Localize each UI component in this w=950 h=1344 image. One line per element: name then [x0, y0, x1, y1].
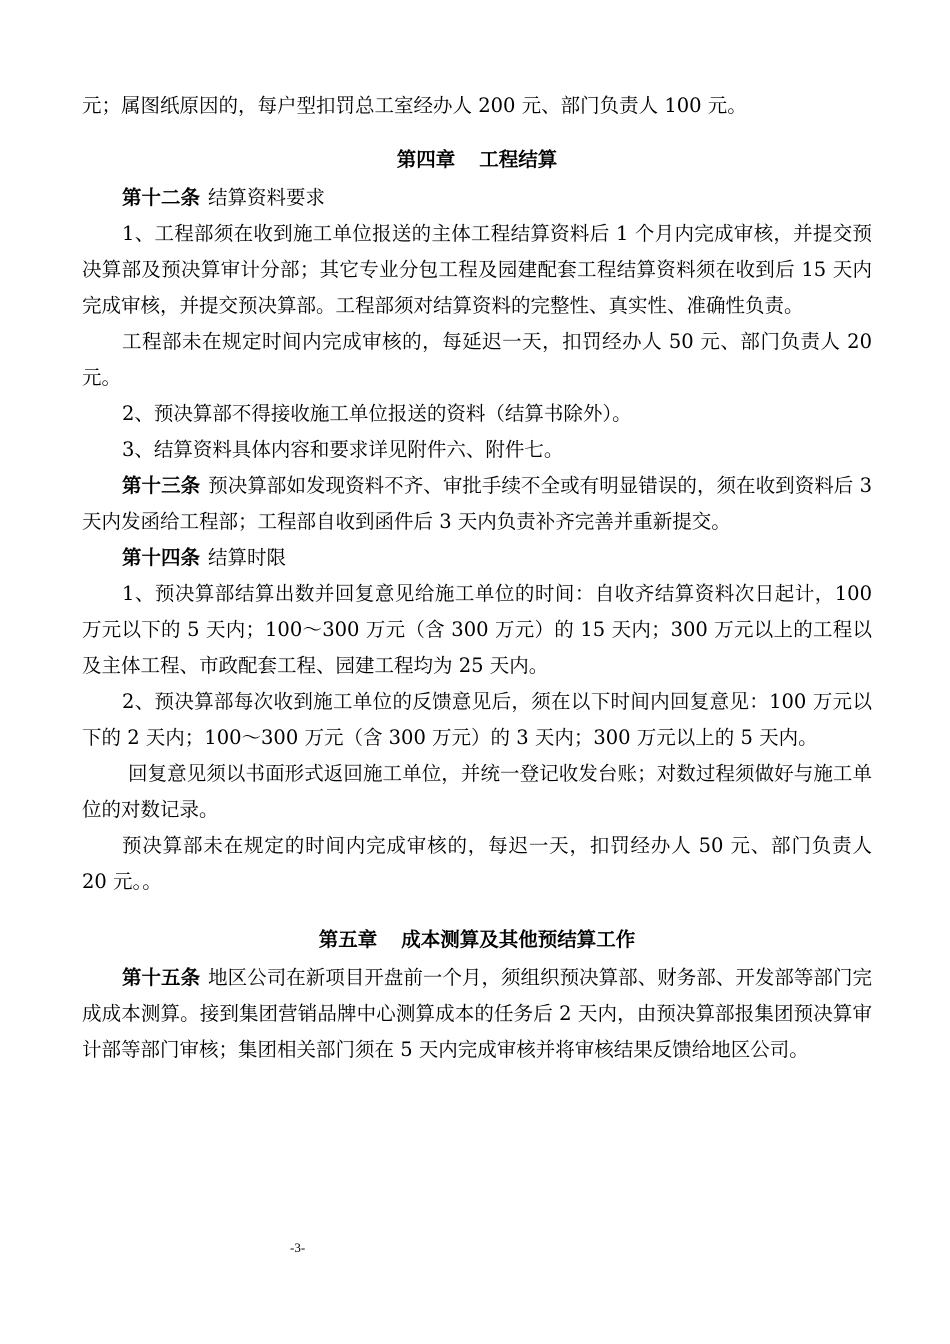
article-12-heading — [82, 180, 872, 216]
article-12-item-3: 3、结算资料具体内容和要求详见附件六、附件七。 — [122, 438, 564, 461]
article-15 — [82, 960, 872, 1068]
article-14-reply-note: 回复意见须以书面形式返回施工单位，并统一登记收发台账；对数过程须做好与施工单位的对数记录。 — [82, 762, 872, 821]
article-15-text: 地区公司在新项目开盘前一个月，须组织预决算部、财务部、开发部等部门完成成本测算。接到集团营销品牌中心测算成本的任务后 2 天内，由预决算部报集团预决算审计部等部门审核；集团相关部门须在 5 天内完成审核并将审核结果反馈给地区公司。 — [82, 966, 872, 1061]
article-14-label: 第十四条 — [122, 546, 201, 569]
article-12-label: 第十二条 — [122, 186, 201, 209]
page-number: -3- — [290, 1240, 306, 1255]
chapter-5-title: 成本测算及其他预结算工作 — [401, 928, 636, 951]
article-14-heading — [82, 540, 872, 576]
document-page — [82, 88, 872, 1068]
article-12-item-1: 1、工程部须在收到施工单位报送的主体工程结算资料后 1 个月内完成审核，并提交预决算部及预决算审计分部；其它专业分包工程及园建配套工程结算资料须在收到后 15 天内完成审核，并提交预决算部。工程部须对结算资料的完整性、真实性、准确性负责。 — [82, 222, 872, 317]
article-15-label: 第十五条 — [122, 966, 201, 989]
chapter-4-title: 工程结算 — [479, 148, 558, 171]
article-13-label: 第十三条 — [122, 474, 201, 497]
article-12-penalty: 工程部未在规定时间内完成审核的，每延迟一天，扣罚经办人 50 元、部门负责人 20 元。 — [82, 330, 872, 389]
article-13-text: 预决算部如发现资料不齐、审批手续不全或有明显错误的，须在收到资料后 3 天内发函给工程部；工程部自收到函件后 3 天内负责补齐完善并重新提交。 — [82, 474, 872, 533]
article-14-penalty: 预决算部未在规定的时间内完成审核的，每迟一天，扣罚经办人 50 元、部门负责人 20 元。。 — [82, 834, 872, 893]
chapter-4-number: 第四章 — [396, 148, 456, 171]
article-12-item-2: 2、预决算部不得接收施工单位报送的资料（结算书除外）。 — [122, 402, 632, 425]
chapter-4-heading — [82, 142, 872, 178]
article-14-item-2: 2、预决算部每次收到施工单位的反馈意见后，须在以下时间内回复意见：100 万元以下的 2 天内；100～300 万元（含 300 万元）的 3 天内；300 万元以上的 5 天内。 — [82, 690, 872, 749]
paragraph-continuation: 元；属图纸原因的，每户型扣罚总工室经办人 200 元、部门负责人 100 元。 — [82, 94, 747, 117]
article-14-item-1: 1、预决算部结算出数并回复意见给施工单位的时间：自收齐结算资料次日起计，100 万元以下的 5 天内；100～300 万元（含 300 万元）的 15 天内；300 万元以上的工程以及主体工程、市政配套工程、园建工程均为 25 天内。 — [82, 582, 872, 677]
article-13 — [82, 468, 872, 540]
chapter-5-number: 第五章 — [318, 928, 378, 951]
chapter-5-heading — [82, 922, 872, 958]
article-14-title: 结算时限 — [208, 546, 287, 569]
article-12-title: 结算资料要求 — [208, 186, 326, 209]
